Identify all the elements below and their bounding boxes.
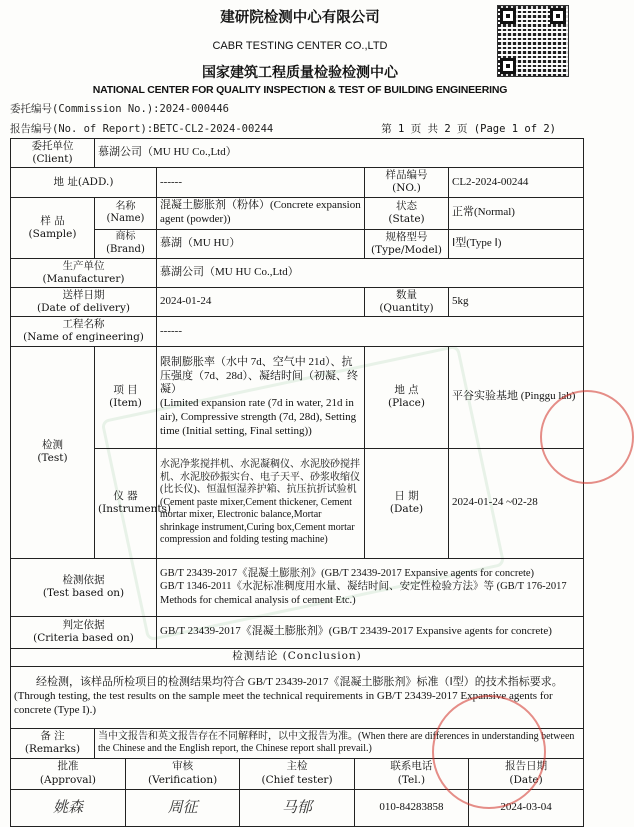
brand-value: 慕湖（MU HU） bbox=[157, 229, 365, 258]
qr-code-icon[interactable] bbox=[497, 5, 569, 77]
tel-value: 010-84283858 bbox=[354, 790, 468, 826]
report-date-value: 2024-03-04 bbox=[500, 800, 552, 813]
item-label: 项 目 (Item) bbox=[95, 346, 157, 448]
approval-label: 批准 (Approval) bbox=[11, 759, 125, 789]
item-value: 限制膨胀率（水中 7d、空气中 21d）、抗压强度（7d、28d）、凝结时间（初凝、终凝） (Limited expansion rate (7d in water, 21d in air), Compressive strength (7d, 28d), Setting time (Initial setting, Final setting)) bbox=[157, 346, 365, 448]
center-name-en: NATIONAL CENTER FOR QUALITY INSPECTION & TEST OF BUILDING ENGINEERING bbox=[92, 84, 508, 96]
manufacturer-label: 生产单位 (Manufacturer) bbox=[11, 258, 157, 287]
sample-name-label: 名称(Name) bbox=[95, 197, 157, 229]
delivery-value: 2024-01-24 bbox=[157, 288, 365, 317]
engineering-value: ------ bbox=[157, 317, 584, 346]
signature-row bbox=[11, 789, 584, 826]
manufacturer-value: 慕湖公司（MU HU Co.,Ltd） bbox=[157, 258, 584, 287]
brand-label: 商标(Brand) bbox=[95, 229, 157, 258]
type-value: Ⅰ型(Type Ⅰ) bbox=[449, 229, 584, 258]
chief-tester-signature: 马郁 bbox=[240, 790, 354, 826]
date-label: 日 期 (Date) bbox=[365, 448, 449, 558]
approval-signature: 姚森 bbox=[11, 790, 125, 826]
commission-number: 委托编号(Commission No.):2024-000446 bbox=[10, 103, 230, 115]
basis-value: GB/T 23439-2017《混凝土膨胀剂》(GB/T 23439-2017 Expansive agents for concrete) GB/T 1346-2011《水泥标准稠度用水量、凝结时间、安定性检验方法》等 (GB/T 176-2017 Methods for chemical analysis of cement Etc.) bbox=[157, 558, 584, 616]
verification-label: 审核 (Verification) bbox=[125, 759, 239, 789]
center-name-cn: 国家建筑工程质量检验检测中心 bbox=[202, 65, 398, 81]
conclusion-text: 经检测，该样品所检项目的检测结果均符合 GB/T 23439-2017《混凝土膨胀剂》标准（Ⅰ型）的技术指标要求。 (Through testing, the test results on the sample meet the technical requirements in GB/T 23439-2017 Expansive agents for concrete (Type I).) bbox=[11, 666, 584, 728]
delivery-label: 送样日期 (Date of delivery) bbox=[11, 288, 157, 317]
state-label: 状态 (State) bbox=[365, 197, 449, 229]
remarks-value: 当中文报告和英文报告存在不同解释时，以中文报告为准。(When there are differences in understanding between the Chinese and the English report, the Chinese report shall prevail.) bbox=[95, 728, 584, 758]
report-date-label: 报告日期 (Date) bbox=[505, 760, 548, 786]
criteria-label: 判定依据 (Criteria based on) bbox=[11, 616, 157, 648]
sample-no-label: 样品编号 (NO.) bbox=[365, 168, 449, 197]
sample-no-value: CL2-2024-00244 bbox=[449, 168, 584, 197]
place-label: 地 点 (Place) bbox=[365, 346, 449, 448]
conclusion-title: 检测结论 (Conclusion) bbox=[11, 648, 584, 666]
tel-label: 联系电话 (Tel.) bbox=[354, 759, 468, 789]
report-table bbox=[10, 138, 584, 827]
sample-name-value: 混凝土膨胀剂（粉体）(Concrete expansion agent (powder)) bbox=[157, 197, 365, 229]
footer-row bbox=[11, 758, 584, 789]
address-value: ------ bbox=[157, 168, 365, 197]
place-value: 平谷实验基地 (Pinggu lab) bbox=[449, 346, 584, 448]
address-label: 地 址(ADD.) bbox=[11, 168, 157, 197]
type-label: 规格型号 (Type/Model) bbox=[365, 229, 449, 258]
page-indicator: 第 1 页 共 2 页 (Page 1 of 2) bbox=[381, 123, 556, 135]
remarks-label: 备 注 (Remarks) bbox=[11, 728, 95, 758]
sample-label: 样 品 (Sample) bbox=[11, 197, 95, 258]
chief-tester-label: 主检 (Chief tester) bbox=[240, 759, 354, 789]
basis-label: 检测依据 (Test based on) bbox=[11, 558, 157, 616]
criteria-value: GB/T 23439-2017《混凝土膨胀剂》(GB/T 23439-2017 Expansive agents for concrete) bbox=[157, 616, 584, 648]
date-value: 2024-01-24 ~02-28 bbox=[449, 448, 584, 558]
verification-signature: 周征 bbox=[125, 790, 239, 826]
quantity-value: 5kg bbox=[449, 288, 584, 317]
report-number: 报告编号(No. of Report):BETC-CL2-2024-00244 bbox=[10, 123, 274, 135]
client-label: 委托单位 (Client) bbox=[11, 139, 95, 168]
company-name-cn: 建研院检测中心有限公司 bbox=[220, 9, 380, 26]
state-value: 正常(Normal) bbox=[449, 197, 584, 229]
engineering-label: 工程名称 (Name of engineering) bbox=[11, 317, 157, 346]
client-value: 慕湖公司（MU HU Co.,Ltd） bbox=[95, 139, 584, 168]
instruments-value: 水泥净浆搅拌机、水泥凝稠仪、水泥胶砂搅拌机、水泥胶砂振实台、电子天平、砂浆收缩仪(比长仪)、恒温恒湿养护箱、抗压抗折试验机 (Cement paste mixer,Cement thickener, Cement mortar mixer, Electronic balance,Mortar shrinkage instrument,Curing box,Cement mortar compression and folding testing machine) bbox=[157, 448, 365, 558]
signature-table bbox=[11, 790, 583, 826]
test-label: 检测 (Test) bbox=[11, 346, 95, 558]
footer-table bbox=[11, 759, 583, 789]
company-name-en: CABR TESTING CENTER CO.,LTD bbox=[212, 40, 388, 52]
quantity-label: 数量 (Quantity) bbox=[365, 288, 449, 317]
instruments-label: 仪 器 (Instruments) bbox=[95, 448, 157, 558]
